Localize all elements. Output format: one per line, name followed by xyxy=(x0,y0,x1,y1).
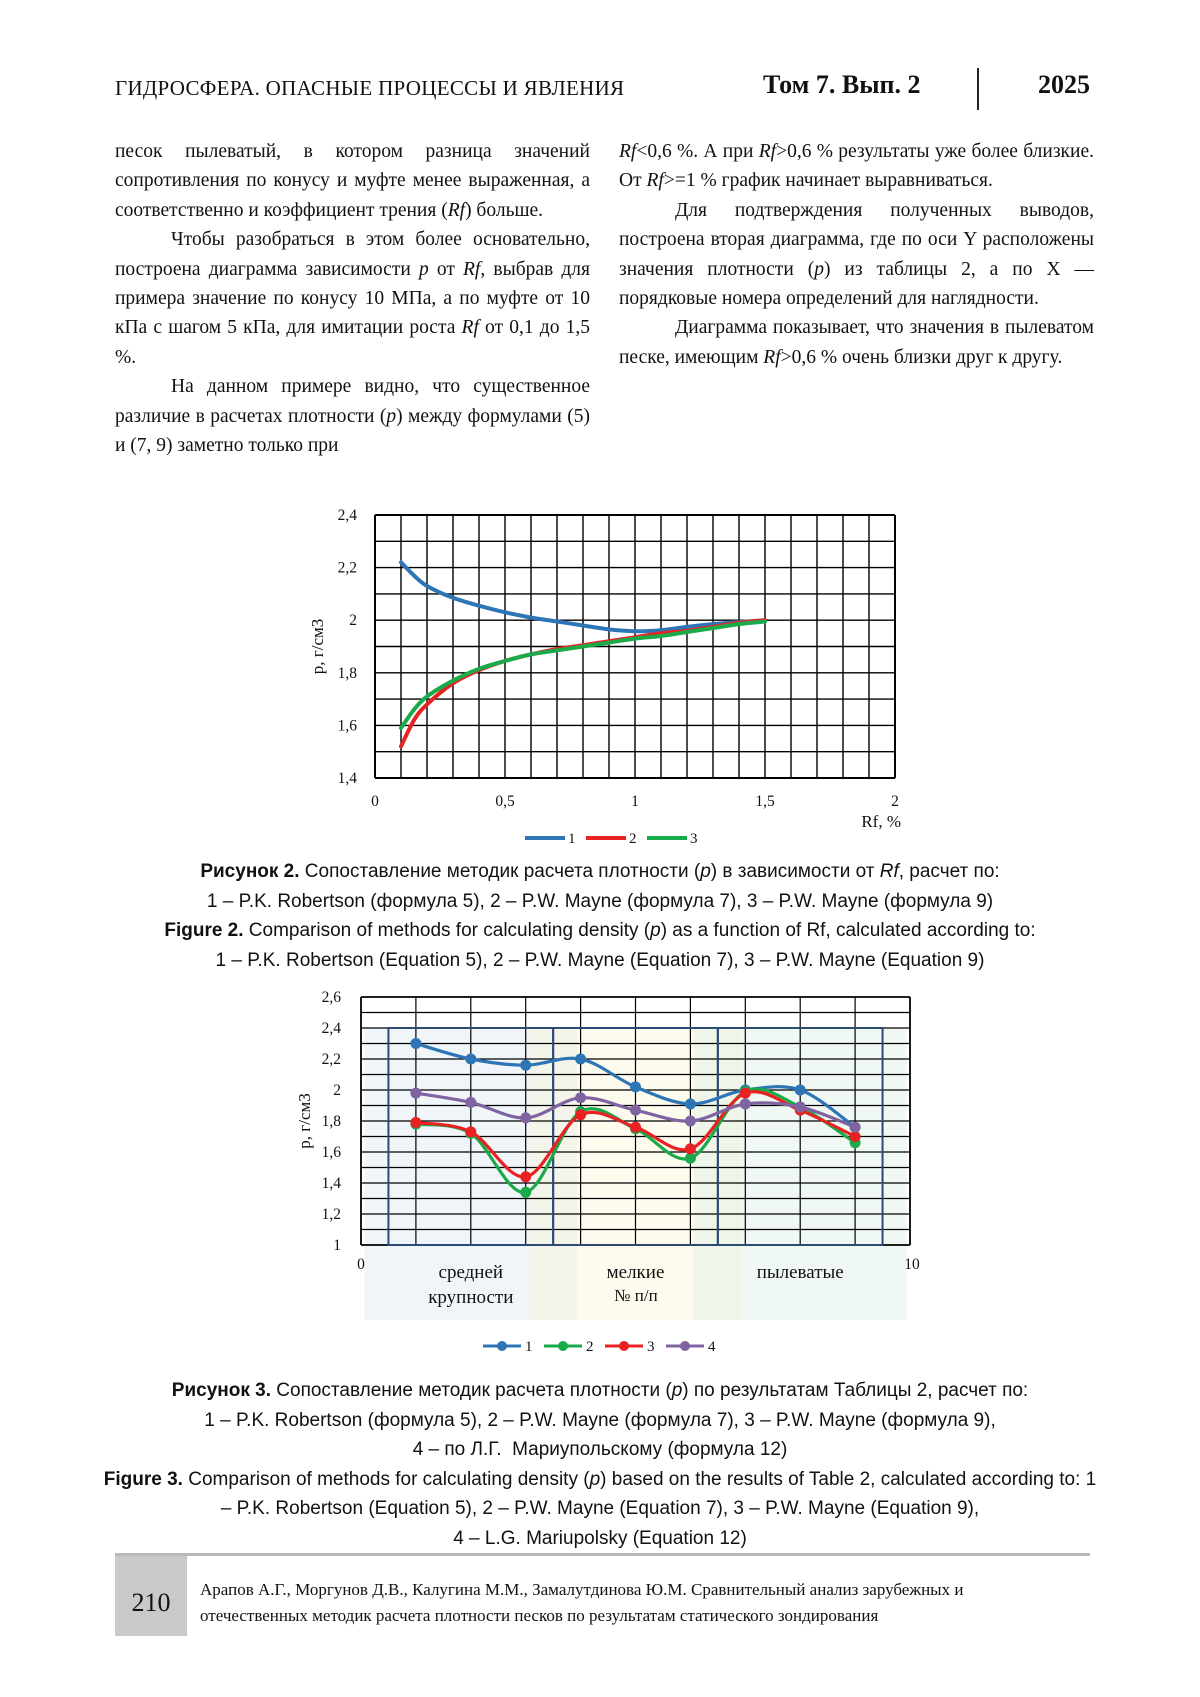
year: 2025 xyxy=(1038,70,1090,99)
citation xyxy=(200,1577,1090,1629)
caption-en xyxy=(100,1465,1100,1554)
y-tick-label: 1,4 xyxy=(321,1175,341,1192)
legend-label: 3 xyxy=(690,831,698,847)
data-point xyxy=(795,1085,806,1096)
legend-marker xyxy=(558,1341,568,1351)
x-tick-label: 0,5 xyxy=(495,793,515,810)
data-point xyxy=(630,1105,641,1116)
data-point xyxy=(685,1143,696,1154)
data-point xyxy=(740,1088,751,1099)
paragraph: Rf<0,6 %. А при Rf>0,6 % результаты уже более близкие. От Rf>=1 % график начинает выравниваться. xyxy=(619,141,1094,192)
y-tick-label: 1,4 xyxy=(337,770,357,787)
paragraph: Для подтверждения полученных выводов, построена вторая диаграмма, где по оси Y расположены значения плотности (p) из таблицы 2, а по X — порядковые номера определений для наглядности. xyxy=(619,199,1094,310)
footer-rule xyxy=(115,1553,1090,1556)
figure-3-caption xyxy=(100,1376,1100,1553)
x-tick-label: 0 xyxy=(357,1256,365,1273)
legend-label: 1 xyxy=(525,1339,533,1355)
data-point xyxy=(740,1098,751,1109)
data-point xyxy=(410,1038,421,1049)
y-tick-label: 1,8 xyxy=(337,664,357,682)
page-number: 210 xyxy=(131,1588,171,1617)
y-tick-label: 1,6 xyxy=(321,1144,341,1161)
caption-ru xyxy=(100,857,1100,916)
caption-text: Comparison of methods for calculating density (p) as a function of Rf, calculated according to: 1 – P.K. Robertson (Equation 5), 2 – P.W. Mayne (Equation 7), 3 – P.W. Mayne (Equation 9) xyxy=(215,920,1036,971)
paragraph: песок пылеватый, в котором разница значений сопротивления по конусу и муфте менее выраженная, а соответственно и коэффициент трения (Rf) больше. xyxy=(115,141,590,221)
data-point xyxy=(850,1122,861,1133)
figure-3-density-by-sample xyxy=(295,989,920,1355)
legend-marker xyxy=(680,1341,690,1351)
journal-title: ГИДРОСФЕРА. ОПАСНЫЕ ПРОЦЕССЫ И ЯВЛЕНИЯ xyxy=(115,76,625,100)
y-tick-label: 2 xyxy=(349,612,357,630)
caption-en xyxy=(100,916,1100,975)
x-tick-label: 10 xyxy=(904,1256,920,1273)
zone-label: средней xyxy=(438,1262,504,1283)
citation-line: Арапов А.Г., Моргунов Д.В., Калугина М.М., Замалутдинова Ю.М. Сравнительный анализ зарубежных и xyxy=(200,1580,964,1599)
citation-line: отечественных методик расчета плотности песков по результатам статического зондирования xyxy=(200,1606,879,1625)
caption-text: Сопоставление методик расчета плотности (p) в зависимости от Rf, расчет по: 1 – P.K. Robertson (формула 5), 2 – P.W. Mayne (формула 7), 3 – P.W. Mayne (формула 9) xyxy=(206,861,1000,912)
data-point xyxy=(685,1098,696,1109)
y-tick-label: 1,8 xyxy=(321,1113,341,1130)
caption-label: Figure 3. xyxy=(103,1468,183,1490)
data-point xyxy=(575,1109,586,1120)
y-tick-label: 2,4 xyxy=(321,1020,341,1037)
volume-issue: Том 7. Вып. 2 xyxy=(763,70,921,99)
caption-ru xyxy=(100,1376,1100,1465)
data-point xyxy=(465,1097,476,1108)
data-point xyxy=(410,1088,421,1099)
data-point xyxy=(410,1117,421,1128)
figure-2-caption xyxy=(100,857,1100,975)
y-axis-label: p, г/см3 xyxy=(308,618,327,675)
data-point xyxy=(520,1112,531,1123)
y-tick-label: 2,2 xyxy=(321,1051,341,1068)
data-point xyxy=(520,1171,531,1182)
caption-text: Сопоставление методик расчета плотности (p) по результатам Таблицы 2, расчет по: 1 – P.K. Robertson (формула 5), 2 – P.W. Mayne (формула 7), 3 – P.W. Mayne (формула 9), 4 – по Л.Г. Мариупольскому (формула 12) xyxy=(204,1380,1029,1460)
caption-label: Рисунок 3. xyxy=(171,1380,271,1401)
data-point xyxy=(630,1122,641,1133)
y-tick-label: 2 xyxy=(333,1082,341,1099)
zone-label: пылеватые xyxy=(756,1262,844,1283)
data-point xyxy=(575,1054,586,1065)
page-number-box xyxy=(115,1556,187,1636)
page-footer xyxy=(115,1553,1090,1643)
data-point xyxy=(575,1092,586,1103)
paragraph: Диаграмма показывает, что значения в пылеватом песке, имеющим Rf>0,6 % очень близки друг к другу. xyxy=(619,317,1094,368)
x-axis-label: № п/п xyxy=(614,1286,658,1305)
zone-label: крупности xyxy=(428,1287,514,1308)
y-tick-label: 2,6 xyxy=(321,989,341,1006)
x-axis-label: Rf, % xyxy=(861,812,901,831)
data-point xyxy=(630,1081,641,1092)
legend-label: 2 xyxy=(586,1339,594,1355)
data-point xyxy=(520,1187,531,1198)
caption-text: Comparison of methods for calculating density (p) based on the results of Table 2, calculated according to: 1 – P.K. Robertson (Equation 5), 2 – P.W. Mayne (Equation 7), 3 – P.W. Mayne (Equation 9), 4 – L.G. Mariupolsky (Equation 12) xyxy=(182,1468,1097,1549)
data-point xyxy=(520,1060,531,1071)
legend-marker xyxy=(619,1341,629,1351)
legend-label: 1 xyxy=(568,831,576,847)
figure-2-density-vs-rf xyxy=(308,507,901,847)
paragraph: Чтобы разобраться в этом более основательно, построена диаграмма зависимости p от Rf, выбрав для примера значение по конусу 10 МПа, а по муфте от 10 кПа с шагом 5 кПа, для имитации роста Rf от 0,1 до 1,5 %. xyxy=(115,229,591,368)
x-tick-label: 0 xyxy=(371,793,379,810)
x-tick-label: 1,5 xyxy=(755,793,775,810)
x-tick-label: 2 xyxy=(891,793,899,810)
data-point xyxy=(465,1126,476,1137)
legend-label: 2 xyxy=(629,831,637,847)
x-tick-label: 1 xyxy=(631,793,639,810)
zone-label: мелкие xyxy=(606,1262,665,1283)
y-tick-label: 1,2 xyxy=(321,1206,341,1223)
y-tick-label: 2,2 xyxy=(337,559,357,577)
legend-label: 3 xyxy=(647,1339,655,1355)
legend-label: 4 xyxy=(708,1339,716,1355)
data-point xyxy=(795,1102,806,1113)
data-point xyxy=(465,1054,476,1065)
y-tick-label: 1 xyxy=(333,1237,341,1254)
caption-label: Рисунок 2. xyxy=(200,861,300,882)
y-axis-label: p, г/см3 xyxy=(295,1093,314,1149)
paragraph: На данном примере видно, что существенное различие в расчетах плотности (p) между формулами (5) и (7, 9) заметно только при xyxy=(115,376,590,457)
data-point xyxy=(685,1116,696,1127)
y-tick-label: 1,6 xyxy=(337,717,357,735)
plot-grid xyxy=(375,515,895,778)
y-tick-label: 2,4 xyxy=(337,507,357,524)
legend-marker xyxy=(497,1341,507,1351)
caption-label: Figure 2. xyxy=(164,920,244,941)
